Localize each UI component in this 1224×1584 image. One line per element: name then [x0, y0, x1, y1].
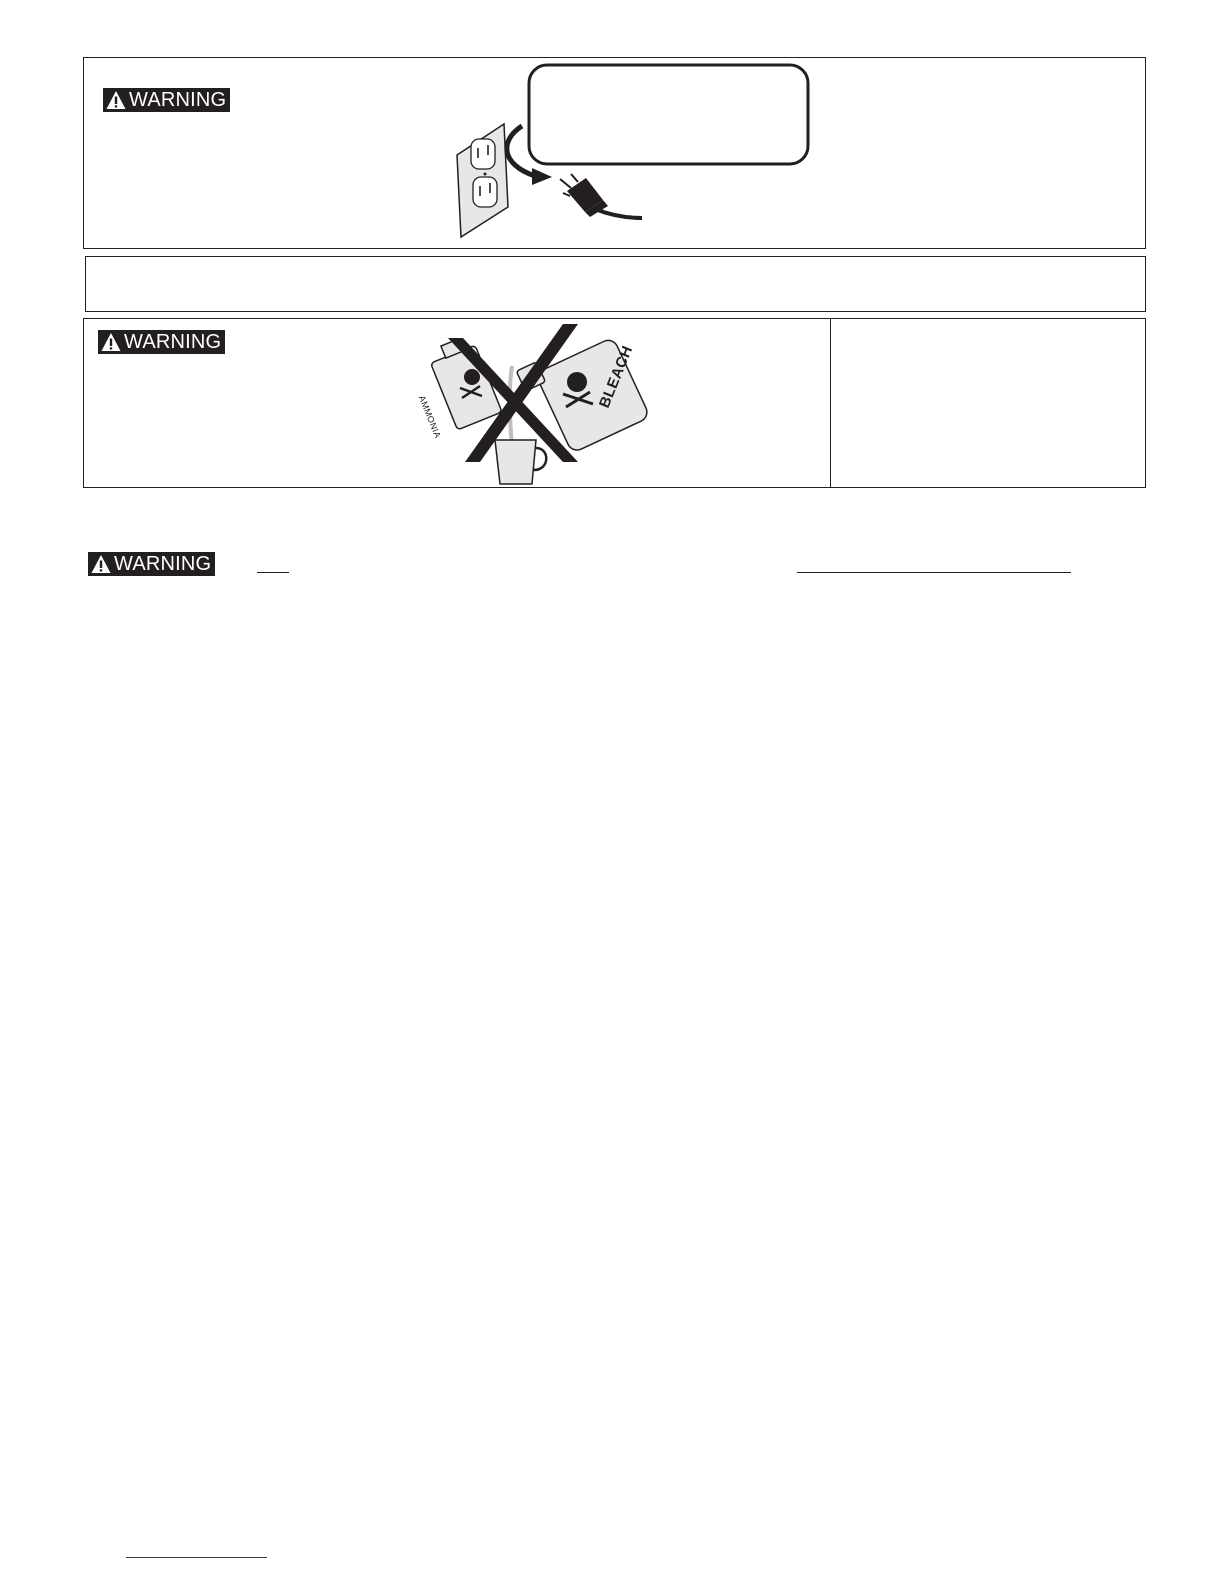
- column-divider: [830, 319, 831, 487]
- underline-short: [257, 572, 289, 573]
- warning-label: WARNING: [114, 553, 212, 575]
- underline-long: [797, 572, 1071, 573]
- warning-badge: [98, 330, 225, 354]
- warning-badge: [88, 552, 215, 576]
- measuring-cup-icon: [495, 440, 546, 484]
- warning-badge: [103, 88, 230, 112]
- unplug-illustration: [440, 60, 830, 245]
- hyperlink-underline[interactable]: [126, 1557, 267, 1558]
- wall-outlet-icon: [457, 124, 508, 237]
- callout-bubble: [529, 65, 808, 164]
- warning-triangle-icon: [106, 90, 126, 110]
- warning-triangle-icon: [91, 554, 111, 574]
- ammonia-label: AMMONIA: [416, 394, 443, 440]
- power-plug-icon: [560, 174, 642, 218]
- notice-box: [85, 256, 1146, 312]
- warning-label: WARNING: [129, 89, 227, 111]
- bleach-label: BLEACH: [596, 343, 637, 411]
- warning-triangle-icon: [101, 332, 121, 352]
- chemicals-illustration: [416, 322, 650, 487]
- warning-label: WARNING: [124, 331, 222, 353]
